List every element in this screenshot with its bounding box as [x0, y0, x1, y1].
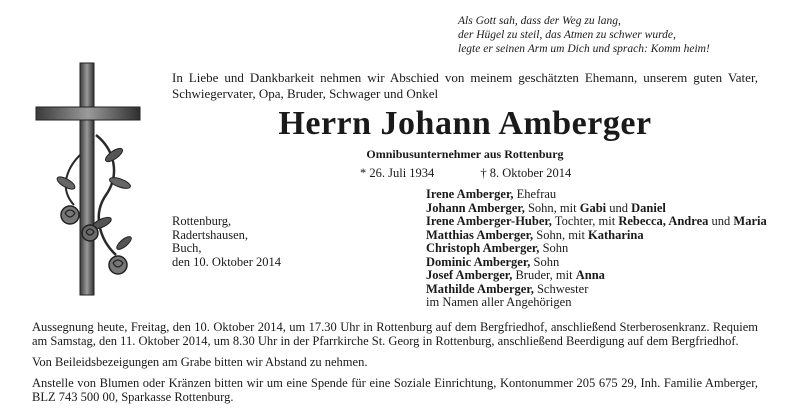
poem-line: der Hügel zu steil, das Atmen zu schwer wurde, [458, 29, 676, 41]
mourner-line: Dominic Amberger, Sohn [426, 254, 560, 269]
mourner-line: Johann Amberger, Sohn, mit Gabi und Daniel [426, 200, 666, 215]
donation-note: Anstelle von Blumen oder Kränzen bitten wir um eine Spende für eine Soziale Einrichtung, Kontonummer 205 675 29, Inh. Familie Amberger, BLZ 743 500 00, Sparkasse Rottenburg. [32, 376, 758, 404]
poem-line: legte er seinen Arm um Dich und sprach: Komm heim! [458, 43, 710, 55]
place-line: Radertshausen, [172, 227, 249, 242]
profession: Omnibusunternehmer aus Rottenburg [366, 147, 564, 161]
cross-with-roses-icon [30, 55, 150, 300]
poem-line: Als Gott sah, dass der Weg zu lang, [458, 15, 621, 27]
place-line: den 10. Oktober 2014 [172, 254, 282, 269]
birth-date: * 26. Juli 1934 [360, 166, 435, 180]
life-dates [360, 166, 571, 181]
place-line: Buch, [172, 241, 202, 255]
poem [458, 14, 758, 56]
death-date: † 8. Oktober 2014 [480, 166, 572, 180]
mourner-line: Josef Amberger, Bruder, mit Anna [426, 268, 605, 282]
mourner-line: Matthias Amberger, Sohn, mit Katharina [426, 227, 644, 242]
mourner-line: Irene Amberger, Ehefrau [426, 187, 557, 201]
mourner-line: Irene Amberger-Huber, Tochter, mit Rebecca, Andrea und Maria [426, 214, 767, 228]
deceased-name: Herrn Johann Amberger [278, 105, 652, 142]
funeral-info: Aussegnung heute, Freitag, den 10. Oktober 2014, um 17.30 Uhr in Rottenburg auf dem Bergfriedhof, anschließend Sterberosenkranz. Requiem am Samstag, den 11. Oktober 2014, um 8.30 Uhr in der Pfarrkirche St. Georg in Rottenburg, anschließend Beerdigung auf dem Bergfriedhof. [32, 320, 758, 348]
intro-text: In Liebe und Dankbarkeit nehmen wir Abschied von meinem geschätzten Ehemann, unserem guten Vater, Schwiegervater, Opa, Bruder, Schwager und Onkel [172, 70, 758, 101]
mourner-line: Christoph Amberger, Sohn [426, 241, 569, 255]
mourner-line: im Namen aller Angehörigen [426, 295, 572, 309]
mourners-list [426, 188, 767, 310]
place-line: Rottenburg, [172, 214, 232, 228]
condolence-note: Von Beileidsbezeigungen am Grabe bitten wir Abstand zu nehmen. [32, 355, 368, 369]
footer-notices [32, 320, 758, 411]
mourner-line: Mathilde Amberger, Schwester [426, 281, 589, 296]
places [172, 215, 281, 269]
